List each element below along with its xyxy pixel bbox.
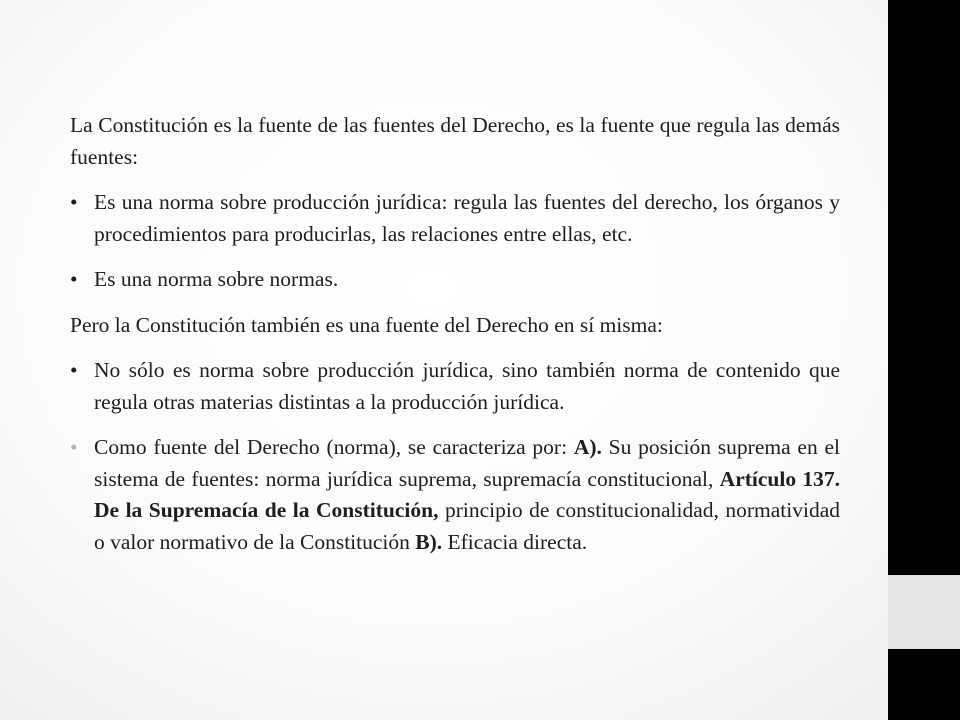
text-run: Como fuente del Derecho (norma), se caracteriza por: [94, 435, 574, 459]
sidebar-accent-band [888, 575, 960, 649]
bullet-item [70, 432, 840, 558]
bullet-symbol-grey: • [70, 435, 78, 459]
slide-body [70, 110, 840, 572]
bullet-symbol: • [70, 190, 78, 214]
bullet-text: Es una norma sobre producción jurídica: regula las fuentes del derecho, los órganos y procedimientos para producirlas, las relaciones entre ellas, etc. [94, 190, 840, 246]
intro-paragraph: La Constitución es la fuente de las fuentes del Derecho, es la fuente que regula las demás fuentes: [70, 113, 840, 169]
bullet-text [94, 435, 840, 554]
text-run: principio de constitucionalidad, normatividad o valor normativo de la Constitución [94, 498, 840, 554]
bullet-symbol: • [70, 358, 78, 382]
bullet-text: No sólo es norma sobre producción jurídica, sino también norma de contenido que regula otras materias distintas a la producción jurídica. [94, 358, 840, 414]
second-paragraph: Pero la Constitución también es una fuente del Derecho en sí misma: [70, 312, 663, 337]
text-run: Su posición suprema en el sistema de fuentes: norma jurídica suprema, supremacía constitucional, [94, 435, 840, 491]
bullet-symbol: • [70, 267, 78, 291]
bold-run: A). [573, 435, 602, 459]
text-run: Eficacia directa. [442, 529, 588, 554]
bullet-item [70, 264, 840, 296]
bullet-item [70, 355, 840, 418]
bold-run: B). [415, 529, 443, 554]
bullet-item [70, 187, 840, 250]
bullet-text: Es una norma sobre normas. [94, 267, 339, 291]
bold-run: Artículo 137. De la Supremacía de la Constitución, [94, 466, 840, 522]
